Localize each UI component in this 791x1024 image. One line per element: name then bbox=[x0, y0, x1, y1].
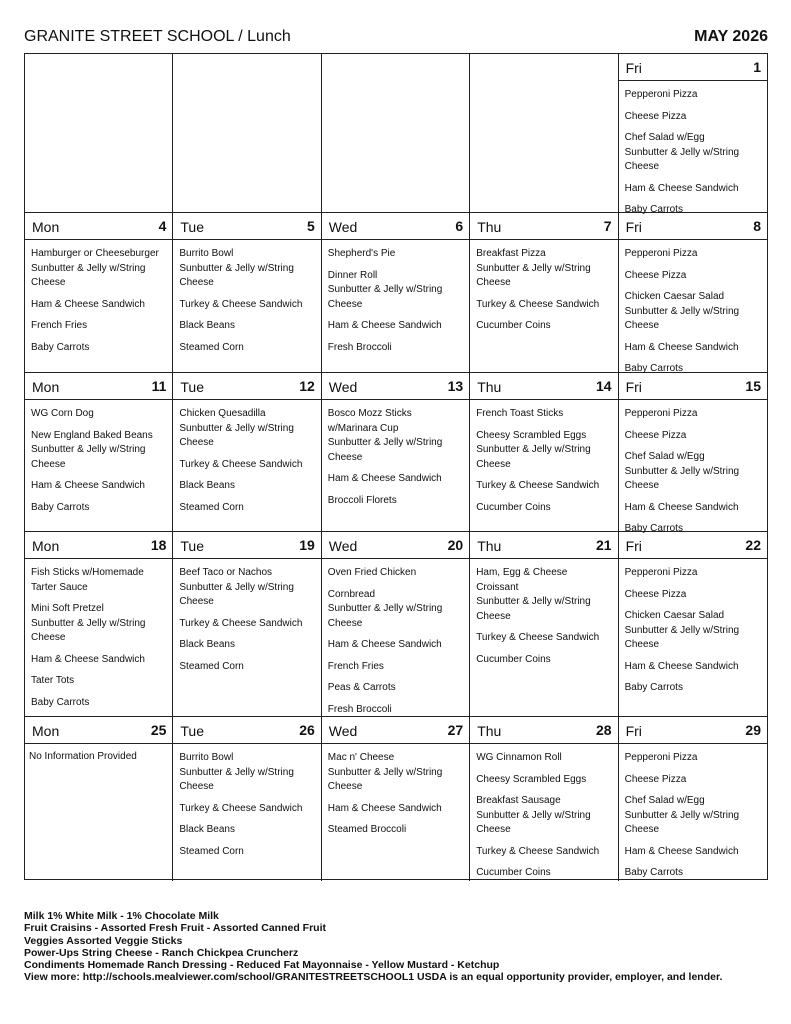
calendar-day-cell bbox=[619, 717, 767, 881]
day-number: 14 bbox=[596, 378, 612, 394]
calendar-cell-empty bbox=[322, 54, 470, 213]
menu-item: Baby Carrots bbox=[31, 696, 90, 708]
calendar-day-cell bbox=[173, 373, 321, 532]
day-name: Wed bbox=[328, 379, 358, 395]
menu-item: Baby Carrots bbox=[624, 682, 683, 693]
menu-item: Turkey & Cheese Sandwich bbox=[476, 845, 600, 857]
menu-items bbox=[173, 240, 320, 366]
footer-line: View more: http://schools.mealviewer.com/school/GRANITESTREETSCHOOL1 USDA is an equal opportunity provider, employer, and lender. bbox=[24, 971, 723, 984]
day-header bbox=[25, 213, 172, 240]
menu-item: Mac n' Cheese Sunbutter & Jelly w/String Cheese bbox=[327, 752, 443, 792]
menu-items bbox=[470, 744, 617, 892]
calendar-day-cell bbox=[619, 54, 767, 213]
menu-item: WG Corn Dog bbox=[31, 408, 94, 419]
menu-item: Baby Carrots bbox=[624, 363, 683, 374]
footer-line: Condiments Homemade Ranch Dressing - Reduced Fat Mayonnaise - Yellow Mustard - Ketchup bbox=[24, 959, 500, 972]
calendar-day-cell bbox=[322, 373, 470, 532]
menu-items bbox=[619, 240, 767, 388]
day-name: Fri bbox=[625, 538, 642, 554]
day-name: Thu bbox=[477, 379, 502, 395]
menu-item: Ham & Cheese Sandwich bbox=[624, 845, 739, 857]
calendar-day-cell bbox=[619, 373, 767, 532]
menu-item: Black Beans bbox=[179, 824, 235, 835]
menu-item: Pepperoni Pizza bbox=[624, 248, 698, 259]
menu-item: Tater Tots bbox=[31, 675, 75, 686]
day-number: 4 bbox=[158, 218, 167, 234]
menu-item: Burrito Bowl Sunbutter & Jelly w/String Cheese bbox=[179, 248, 294, 288]
no-info-text: No Information Provided bbox=[29, 751, 137, 762]
menu-item: Steamed Broccoli bbox=[327, 824, 407, 835]
footer-line: Milk 1% White Milk - 1% Chocolate Milk bbox=[24, 910, 219, 922]
day-header bbox=[322, 373, 469, 400]
menu-item: Black Beans bbox=[179, 480, 235, 491]
day-header bbox=[619, 373, 767, 400]
menu-item: Cheesy Scrambled Eggs Sunbutter & Jelly w/String Cheese bbox=[476, 429, 591, 470]
menu-item: Ham & Cheese Sandwich bbox=[327, 802, 442, 814]
day-number: 29 bbox=[745, 722, 761, 738]
menu-item: Ham & Cheese Sandwich bbox=[327, 320, 442, 331]
menu-items bbox=[25, 559, 172, 721]
day-number: 28 bbox=[596, 722, 612, 738]
calendar-day-cell bbox=[25, 532, 173, 717]
day-number: 15 bbox=[745, 378, 761, 394]
day-header bbox=[470, 213, 617, 240]
day-header bbox=[322, 532, 469, 559]
day-number: 7 bbox=[603, 218, 612, 234]
calendar-day-cell bbox=[470, 373, 618, 532]
month-title: MAY 2026 bbox=[694, 28, 768, 45]
day-name: Fri bbox=[625, 379, 642, 395]
menu-item: Mini Soft Pretzel Sunbutter & Jelly w/String Cheese bbox=[31, 603, 146, 643]
menu-item: Turkey & Cheese Sandwich bbox=[476, 632, 600, 643]
menu-item: Baby Carrots bbox=[624, 523, 683, 534]
day-header bbox=[470, 532, 617, 559]
menu-items bbox=[470, 240, 617, 345]
school-title: GRANITE STREET SCHOOL / Lunch bbox=[24, 28, 291, 45]
day-name: Thu bbox=[477, 219, 502, 235]
menu-item: Black Beans bbox=[179, 320, 235, 331]
menu-item: Ham & Cheese Sandwich bbox=[624, 660, 739, 672]
menu-item: Cheese Pizza bbox=[624, 429, 687, 441]
day-number: 11 bbox=[151, 378, 167, 394]
menu-item: Breakfast Pizza Sunbutter & Jelly w/String Cheese bbox=[476, 248, 591, 288]
page-header bbox=[24, 28, 768, 48]
day-header bbox=[470, 717, 617, 744]
menu-item: Peas & Carrots bbox=[327, 682, 396, 693]
menu-item: Pepperoni Pizza bbox=[624, 89, 698, 100]
calendar-day-cell bbox=[173, 717, 321, 881]
day-number: 20 bbox=[447, 537, 464, 553]
day-header bbox=[619, 717, 767, 744]
menu-items bbox=[25, 400, 172, 526]
menu-items bbox=[619, 400, 767, 548]
menu-item: Ham & Cheese Sandwich bbox=[31, 653, 145, 665]
menu-item: Steamed Corn bbox=[179, 660, 244, 672]
lunch-calendar bbox=[24, 53, 768, 880]
menu-item: Broccoli Florets bbox=[327, 494, 397, 506]
day-header bbox=[619, 54, 767, 81]
day-header bbox=[322, 717, 469, 744]
menu-item: Fish Sticks w/Homemade Tarter Sauce bbox=[31, 567, 144, 593]
day-header bbox=[173, 532, 320, 559]
day-number: 25 bbox=[150, 722, 167, 738]
menu-item: French Fries bbox=[31, 320, 88, 331]
menu-item: Fresh Broccoli bbox=[327, 341, 392, 353]
menu-item: Turkey & Cheese Sandwich bbox=[476, 480, 600, 491]
calendar-cell-empty bbox=[470, 54, 618, 213]
calendar-day-cell bbox=[619, 213, 767, 373]
menu-item: Dinner Roll Sunbutter & Jelly w/String Cheese bbox=[327, 269, 443, 310]
day-name: Wed bbox=[328, 723, 358, 739]
day-name: Thu bbox=[477, 723, 502, 739]
menu-items bbox=[322, 744, 469, 849]
calendar-cell-empty bbox=[173, 54, 321, 213]
menu-item: Turkey & Cheese Sandwich bbox=[179, 458, 303, 470]
menu-item: Ham & Cheese Sandwich bbox=[327, 473, 442, 484]
calendar-cell-empty bbox=[25, 54, 173, 213]
calendar-day-cell bbox=[25, 373, 173, 532]
menu-items bbox=[322, 400, 469, 519]
menu-item: WG Cinnamon Roll bbox=[476, 752, 562, 763]
calendar-day-cell bbox=[25, 213, 173, 373]
menu-item: Chicken Caesar Salad Sunbutter & Jelly w/String Cheese bbox=[624, 291, 740, 331]
menu-item: Ham & Cheese Sandwich bbox=[327, 639, 442, 650]
menu-item: Cheese Pizza bbox=[624, 773, 687, 785]
menu-item: Turkey & Cheese Sandwich bbox=[179, 298, 303, 310]
menu-item: Cheesy Scrambled Eggs bbox=[476, 773, 587, 785]
day-header bbox=[173, 373, 320, 400]
menu-item: Turkey & Cheese Sandwich bbox=[179, 617, 303, 629]
menu-item: Cornbread Sunbutter & Jelly w/String Cheese bbox=[327, 588, 443, 629]
day-header bbox=[470, 373, 617, 400]
day-number: 22 bbox=[745, 537, 761, 553]
day-name: Fri bbox=[625, 60, 642, 76]
day-number: 6 bbox=[455, 218, 464, 234]
menu-item: Beef Taco or Nachos Sunbutter & Jelly w/String Cheese bbox=[179, 567, 294, 607]
menu-item: Ham & Cheese Sandwich bbox=[624, 341, 739, 353]
day-name: Mon bbox=[32, 538, 60, 554]
day-name: Tue bbox=[180, 379, 204, 395]
menu-item: Shepherd's Pie bbox=[327, 248, 396, 259]
day-header bbox=[25, 532, 172, 559]
menu-item: Chef Salad w/Egg Sunbutter & Jelly w/String Cheese bbox=[624, 132, 740, 172]
calendar-day-cell bbox=[470, 532, 618, 717]
menu-item: Cheese Pizza bbox=[624, 269, 687, 281]
menu-items bbox=[25, 240, 172, 366]
menu-item: Breakfast Sausage Sunbutter & Jelly w/String Cheese bbox=[476, 795, 591, 835]
day-header bbox=[619, 532, 767, 559]
menu-items bbox=[619, 81, 767, 229]
day-number: 5 bbox=[307, 218, 315, 234]
day-header bbox=[619, 213, 767, 240]
day-name: Wed bbox=[328, 219, 358, 235]
day-header bbox=[322, 213, 469, 240]
menu-item: Chef Salad w/Egg Sunbutter & Jelly w/String Cheese bbox=[624, 795, 740, 835]
menu-item: Oven Fried Chicken bbox=[327, 567, 417, 578]
menu-item: Black Beans bbox=[179, 639, 235, 650]
menu-item: Steamed Corn bbox=[179, 341, 244, 353]
menu-item: French Fries bbox=[327, 660, 384, 672]
menu-footer bbox=[24, 910, 784, 984]
menu-item: French Toast Sticks bbox=[476, 408, 564, 419]
menu-item: Cheese Pizza bbox=[624, 110, 687, 122]
menu-items bbox=[322, 559, 469, 728]
day-number: 13 bbox=[447, 378, 464, 394]
day-number: 8 bbox=[753, 218, 761, 234]
day-name: Tue bbox=[180, 538, 204, 554]
menu-item: Ham, Egg & Cheese Croissant Sunbutter & Jelly w/String Cheese bbox=[476, 567, 591, 622]
menu-item: Ham & Cheese Sandwich bbox=[31, 480, 145, 491]
calendar-day-cell bbox=[322, 213, 470, 373]
menu-item: Pepperoni Pizza bbox=[624, 752, 698, 763]
calendar-day-cell bbox=[619, 532, 767, 717]
day-name: Tue bbox=[180, 219, 204, 235]
menu-item: Bosco Mozz Sticks w/Marinara Cup Sunbutter & Jelly w/String Cheese bbox=[327, 408, 443, 463]
menu-item: Fresh Broccoli bbox=[327, 703, 392, 715]
menu-item: Burrito Bowl Sunbutter & Jelly w/String Cheese bbox=[179, 752, 294, 792]
day-name: Tue bbox=[180, 723, 204, 739]
calendar-day-cell bbox=[173, 213, 321, 373]
day-name: Mon bbox=[32, 379, 60, 395]
day-number: 21 bbox=[596, 537, 612, 553]
menu-items bbox=[322, 240, 469, 366]
footer-line: Fruit Craisins - Assorted Fresh Fruit - Assorted Canned Fruit bbox=[24, 922, 327, 935]
day-number: 27 bbox=[447, 722, 464, 738]
calendar-day-cell bbox=[470, 717, 618, 881]
menu-item: Baby Carrots bbox=[31, 341, 90, 353]
calendar-day-cell bbox=[25, 717, 173, 881]
footer-line: Veggies Assorted Veggie Sticks bbox=[24, 934, 183, 947]
day-name: Mon bbox=[32, 723, 60, 739]
menu-item: Baby Carrots bbox=[31, 501, 90, 513]
day-number: 26 bbox=[299, 722, 315, 738]
menu-items bbox=[470, 400, 617, 526]
menu-items bbox=[619, 559, 767, 707]
menu-item: Baby Carrots bbox=[624, 204, 683, 215]
day-number: 1 bbox=[753, 59, 761, 75]
menu-item: New England Baked Beans Sunbutter & Jelly w/String Cheese bbox=[31, 429, 153, 470]
day-header bbox=[25, 717, 172, 744]
menu-item: Ham & Cheese Sandwich bbox=[624, 501, 739, 513]
day-number: 12 bbox=[299, 378, 315, 394]
menu-item: Cucumber Coins bbox=[476, 867, 551, 878]
menu-item: Cucumber Coins bbox=[476, 501, 551, 513]
day-number: 19 bbox=[299, 537, 315, 553]
footer-line: Power-Ups String Cheese - Ranch Chickpea Cruncherz bbox=[24, 946, 299, 959]
menu-item: Chef Salad w/Egg Sunbutter & Jelly w/String Cheese bbox=[624, 451, 740, 491]
menu-items bbox=[173, 559, 320, 685]
day-name: Fri bbox=[625, 219, 642, 235]
calendar-day-cell bbox=[322, 532, 470, 717]
menu-item: Cheese Pizza bbox=[624, 588, 687, 600]
day-header bbox=[173, 213, 320, 240]
calendar-day-cell bbox=[470, 213, 618, 373]
calendar-day-cell bbox=[173, 532, 321, 717]
menu-items bbox=[619, 744, 767, 892]
menu-item: Cucumber Coins bbox=[476, 320, 551, 331]
menu-items bbox=[173, 400, 320, 526]
menu-item: Baby Carrots bbox=[624, 867, 683, 878]
menu-item: Steamed Corn bbox=[179, 501, 244, 513]
menu-item: Chicken Quesadilla Sunbutter & Jelly w/String Cheese bbox=[179, 408, 294, 448]
menu-item: Turkey & Cheese Sandwich bbox=[476, 298, 600, 310]
day-name: Thu bbox=[477, 538, 502, 554]
day-number: 18 bbox=[150, 537, 167, 553]
menu-item: Ham & Cheese Sandwich bbox=[31, 298, 145, 310]
menu-item: Hamburger or Cheeseburger Sunbutter & Jelly w/String Cheese bbox=[31, 248, 159, 288]
menu-item: Cucumber Coins bbox=[476, 653, 551, 665]
calendar-day-cell bbox=[322, 717, 470, 881]
menu-item: Pepperoni Pizza bbox=[624, 408, 698, 419]
day-header bbox=[173, 717, 320, 744]
menu-item: Chicken Caesar Salad Sunbutter & Jelly w/String Cheese bbox=[624, 610, 740, 650]
menu-item: Steamed Corn bbox=[179, 845, 244, 857]
day-name: Mon bbox=[32, 219, 60, 235]
day-header bbox=[25, 373, 172, 400]
day-name: Fri bbox=[625, 723, 642, 739]
day-name: Wed bbox=[328, 538, 358, 554]
menu-item: Turkey & Cheese Sandwich bbox=[179, 802, 303, 814]
menu-item: Pepperoni Pizza bbox=[624, 567, 698, 578]
menu-items bbox=[470, 559, 617, 678]
menu-item: Ham & Cheese Sandwich bbox=[624, 182, 739, 194]
menu-items bbox=[173, 744, 320, 870]
